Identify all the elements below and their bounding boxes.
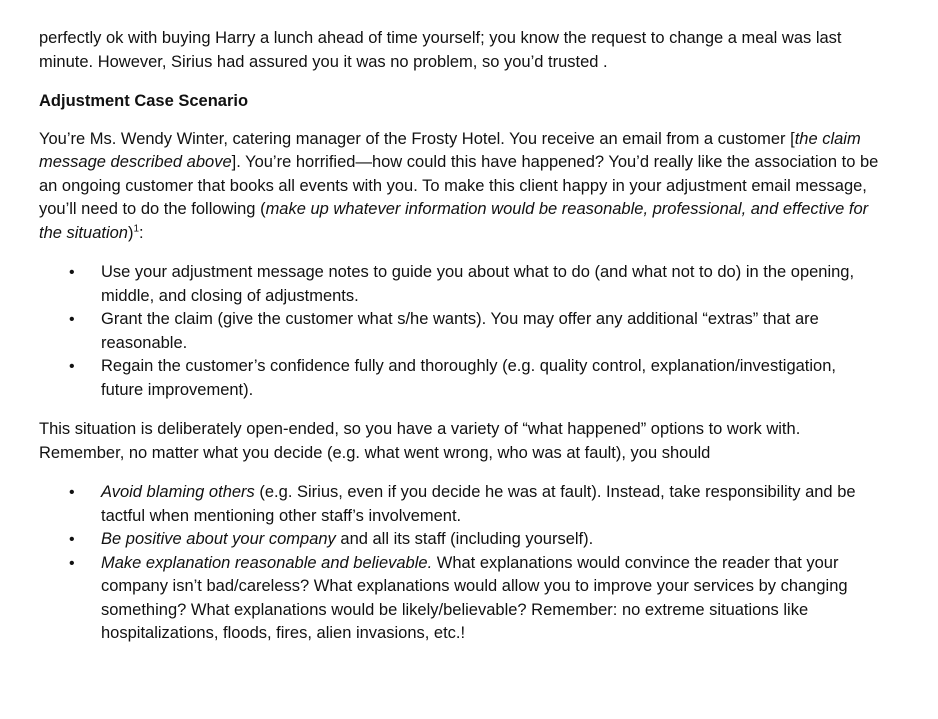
list-item-emphasis: Be positive about your company <box>101 530 336 548</box>
bullet-icon: • <box>69 264 75 281</box>
document-page <box>39 27 879 662</box>
list-item-emphasis: Make explanation reasonable and believable. <box>101 553 433 572</box>
footnote-reference[interactable]: 1 <box>133 223 140 234</box>
bullet-icon: • <box>69 484 75 501</box>
list-item-emphasis: Avoid blaming others <box>101 483 255 501</box>
scenario-text-2: ]. You’re horrified—how could this have happened? You’d really like the association to be an ongoing customer that books all events with you. To make this client happy in your adjustment email message, you’ll need to do the following ( <box>39 153 879 218</box>
task-bullet-list <box>39 261 879 402</box>
list-item-text: (e.g. Sirius, even if you decide he was at fault). Instead, take responsibility and be tactful when mentioning other staff’s involvement. <box>101 483 856 525</box>
list-item-text: Regain the customer’s confidence fully and thoroughly (e.g. quality control, explanation/investigation, future improvement). <box>101 357 836 399</box>
scenario-text-3: ) <box>127 223 134 242</box>
list-item-text: Use your adjustment message notes to guide you about what to do (and what not to do) in the opening, middle, and closing of adjustments. <box>101 263 855 305</box>
scenario-text-4: : <box>139 223 144 242</box>
bullet-icon: • <box>69 311 75 328</box>
list-item <box>39 308 879 355</box>
scenario-paragraph <box>39 128 879 246</box>
list-item-text: Grant the claim (give the customer what s/he wants). You may offer any additional “extras” that are reasonable. <box>101 310 819 352</box>
list-item-text: and all its staff (including yourself). <box>335 530 594 548</box>
list-item <box>39 528 879 552</box>
list-item <box>39 261 879 308</box>
section-heading: Adjustment Case Scenario <box>39 92 249 110</box>
guideline-bullet-list <box>39 481 879 646</box>
open-ended-paragraph: This situation is deliberately open-ended, so you have a variety of “what happened” options to work with. Remember, no matter what you decide (e.g. what went wrong, who was at fault), you should <box>39 420 801 462</box>
scenario-italic-2: make up whatever information would be reasonable, professional, and effective for the situation <box>39 200 869 242</box>
bullet-icon: • <box>69 554 75 572</box>
bullet-icon: • <box>69 531 75 548</box>
list-item <box>39 552 879 646</box>
list-item <box>39 481 879 528</box>
list-item <box>39 355 879 402</box>
bullet-icon: • <box>69 358 75 375</box>
intro-paragraph: perfectly ok with buying Harry a lunch ahead of time yourself; you know the request to change a meal was last minute. However, Sirius had assured you it was no problem, so you’d trusted . <box>39 29 842 71</box>
list-item-text: What explanations would convince the reader that your company isn’t bad/careless? What explanations would allow you to improve your services by changing something? What explanations would be likely/believable? Remember: no extreme situations like hospitalizations, floods, fires, alien invasions, etc.! <box>101 553 848 642</box>
scenario-italic-1: the claim message described above <box>39 129 861 171</box>
scenario-text-1: You’re Ms. Wendy Winter, catering manager of the Frosty Hotel. You receive an email from a customer [ <box>39 129 795 148</box>
